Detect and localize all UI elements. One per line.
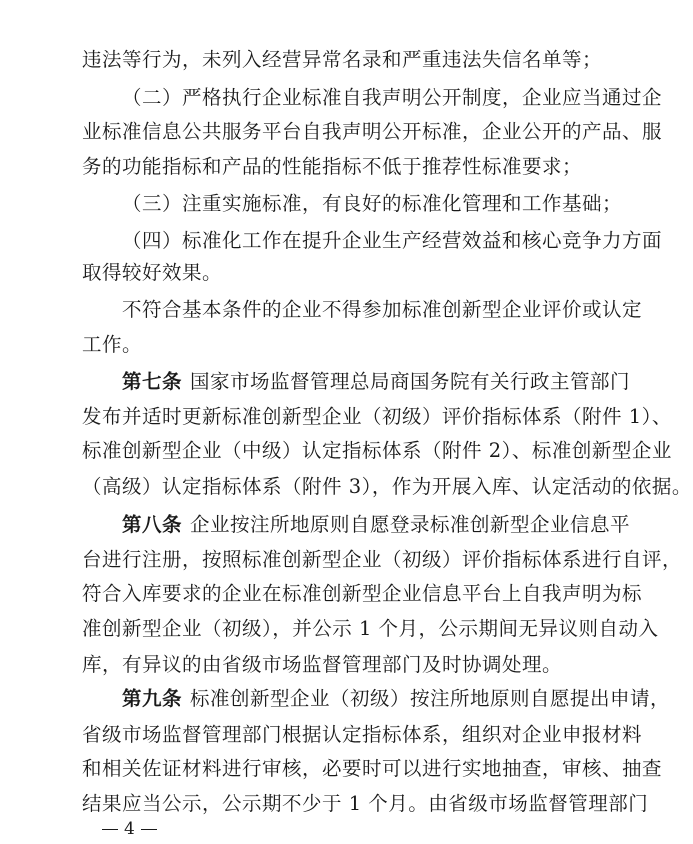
text-line: [82, 577, 643, 611]
line-text: 取得较好效果。: [82, 261, 223, 284]
article-heading: 第九条: [122, 687, 183, 710]
line-text: （高级）认定指标体系（附件 3），作为开展入库、认定活动的依据。: [82, 475, 692, 498]
line-text: 库，有异议的由省级市场监督管理部门及时协调处理。: [82, 653, 563, 676]
article-line: [122, 508, 631, 542]
text-line: [82, 150, 612, 184]
line-text: 企业按注所地原则自愿登录标准创新型企业信息平: [190, 513, 631, 536]
article-heading: 第七条: [122, 370, 183, 393]
line-text: 结果应当公示，公示期不少于 1 个月。由省级市场监督管理部门: [82, 792, 649, 815]
text-line: [82, 43, 612, 77]
line-text: 标准创新型企业（中级）认定指标体系（附件 2）、标准创新型企业: [82, 439, 672, 462]
footer-dash-right: [141, 829, 157, 830]
text-line: [82, 612, 659, 646]
line-text: 工作。: [82, 333, 143, 356]
line-text: 不符合基本条件的企业不得参加标准创新型企业评价或认定: [122, 298, 643, 321]
page-footer: [96, 818, 163, 840]
line-text: 符合入库要求的企业在标准创新型企业信息平台上自我声明为标: [82, 582, 643, 605]
text-line: [82, 543, 683, 577]
line-text: 国家市场监督管理总局商国务院有关行政主管部门: [190, 370, 631, 393]
footer-dash-left: [102, 829, 118, 830]
line-text: （四）标准化工作在提升企业生产经营效益和核心竞争力方面: [122, 229, 663, 252]
article-line: [122, 682, 671, 716]
article-heading: 第八条: [122, 513, 183, 536]
line-text: 标准创新型企业（初级）按注所地原则自愿提出申请，: [190, 687, 671, 710]
line-text: 和相关佐证材料进行审核，必要时可以进行实地抽查，审核、抽查: [82, 757, 663, 780]
line-text: （三）注重实施标准，有良好的标准化管理和工作基础；: [122, 192, 623, 215]
line-text: 台进行注册，按照标准创新型企业（初级）评价指标体系进行自评，: [82, 548, 683, 571]
text-line: [122, 224, 663, 258]
text-line: [82, 648, 612, 682]
line-text: （二）严格执行企业标准自我声明公开制度，企业应当通过企: [122, 86, 663, 109]
article-line: [122, 365, 631, 399]
line-text: 违法等行为，未列入经营异常名录和严重违法失信名单等；: [82, 48, 603, 71]
text-line: [82, 752, 663, 786]
text-line: [82, 470, 692, 504]
text-line: [122, 187, 623, 221]
text-line: [122, 293, 643, 327]
text-line: [82, 400, 672, 434]
text-line: [82, 328, 612, 362]
text-line: [122, 81, 663, 115]
text-line: [82, 718, 643, 752]
line-text: 省级市场监督管理部门根据认定指标体系，组织对企业申报材料: [82, 723, 643, 746]
text-line: [82, 115, 663, 149]
page-number: 4: [124, 819, 135, 839]
line-text: 务的功能指标和产品的性能指标不低于推荐性标准要求；: [82, 155, 583, 178]
line-text: 准创新型企业（初级），并公示 1 个月，公示期间无异议则自动入: [82, 617, 659, 640]
text-line: [82, 787, 649, 821]
text-line: [82, 434, 672, 468]
text-line: [82, 256, 612, 290]
line-text: 业标准信息公共服务平台自我声明公开标准，企业公开的产品、服: [82, 120, 663, 143]
line-text: 发布并适时更新标准创新型企业（初级）评价指标体系（附件 1）、: [82, 405, 672, 428]
